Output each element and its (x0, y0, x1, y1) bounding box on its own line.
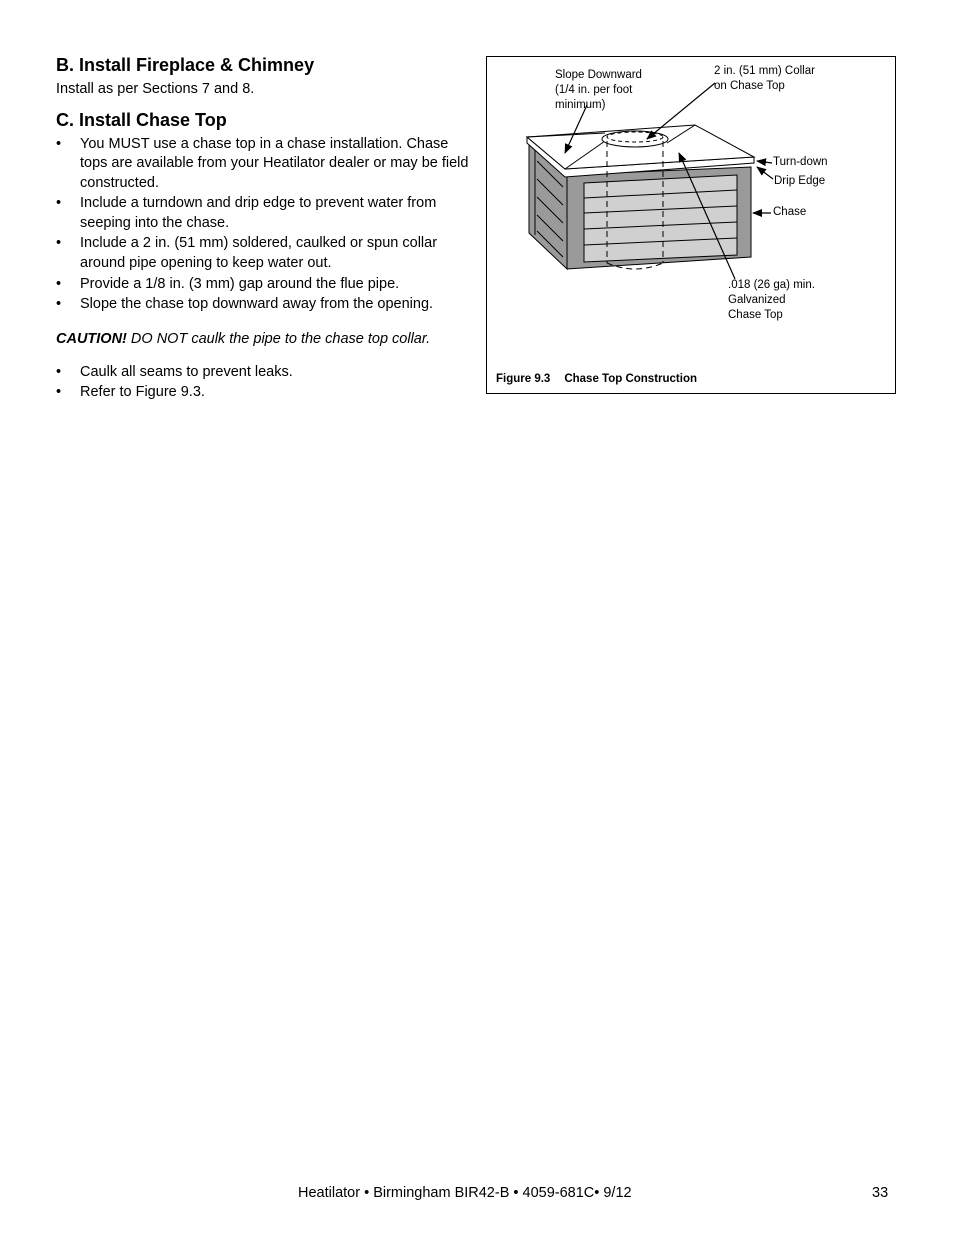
install-fireplace-text: Install as per Sections 7 and 8. (56, 81, 255, 97)
figure-number: Figure 9.3 (496, 373, 551, 385)
label-slope-downward: Slope Downward (1/4 in. per foot minimum) (555, 69, 642, 111)
label-turn-down: Turn-down (773, 156, 828, 168)
caution-label: CAUTION! (56, 330, 127, 347)
list-item: • Provide a 1/8 in. (3 mm) gap around the flue pipe. (56, 275, 472, 294)
bullet-icon: • (56, 195, 62, 212)
list-item: • Slope the chase top downward away from the opening. (56, 295, 472, 314)
chase-top-bullet-list (56, 135, 472, 315)
figure-title: Chase Top Construction (564, 373, 698, 385)
heading-install-fireplace: B. Install Fireplace & Chimney (56, 55, 315, 75)
list-item: • You MUST use a chase top in a chase installation. Chase tops are available from your Heatilator dealer or may be field constructed. (56, 136, 469, 191)
bullet-icon: • (56, 136, 62, 152)
label-drip-edge: Drip Edge (774, 175, 826, 187)
caution-text: DO NOT caulk the pipe to the chase top collar. (126, 330, 431, 347)
list-item: • Include a turndown and drip edge to prevent water from seeping into the chase. (56, 195, 437, 231)
bullet-icon: • (56, 235, 62, 252)
bullet-icon: • (56, 296, 62, 313)
bullet-icon: • (56, 275, 62, 292)
list-item: • Refer to Figure 9.3. (56, 383, 472, 402)
chase-top-bullet-list-2 (56, 363, 472, 403)
caution-note (56, 330, 472, 349)
list-item: • Caulk all seams to prevent leaks. (56, 363, 472, 382)
label-galvanized-chase-top: .018 (26 ga) min. Galvanized Chase Top (728, 279, 815, 321)
chase-top-collar (602, 131, 668, 147)
label-chase: Chase (773, 206, 807, 218)
list-item: • Include a 2 in. (51 mm) soldered, caulked or spun collar around pipe opening to keep water out. (56, 235, 438, 271)
figure-caption (496, 373, 697, 385)
page-number: 33 (872, 1185, 889, 1201)
footer-text: Heatilator • Birmingham BIR42-B • 4059-681C• 9/12 (298, 1185, 632, 1201)
bullet-icon: • (56, 363, 62, 380)
chase-top-illustration (487, 57, 897, 395)
bullet-icon: • (56, 384, 62, 401)
left-column (56, 54, 472, 404)
figure-9-3 (486, 56, 896, 394)
label-collar: 2 in. (51 mm) Collar on Chase Top (714, 65, 815, 92)
heading-install-chase-top: C. Install Chase Top (56, 110, 227, 130)
chase-front-siding (584, 175, 737, 262)
